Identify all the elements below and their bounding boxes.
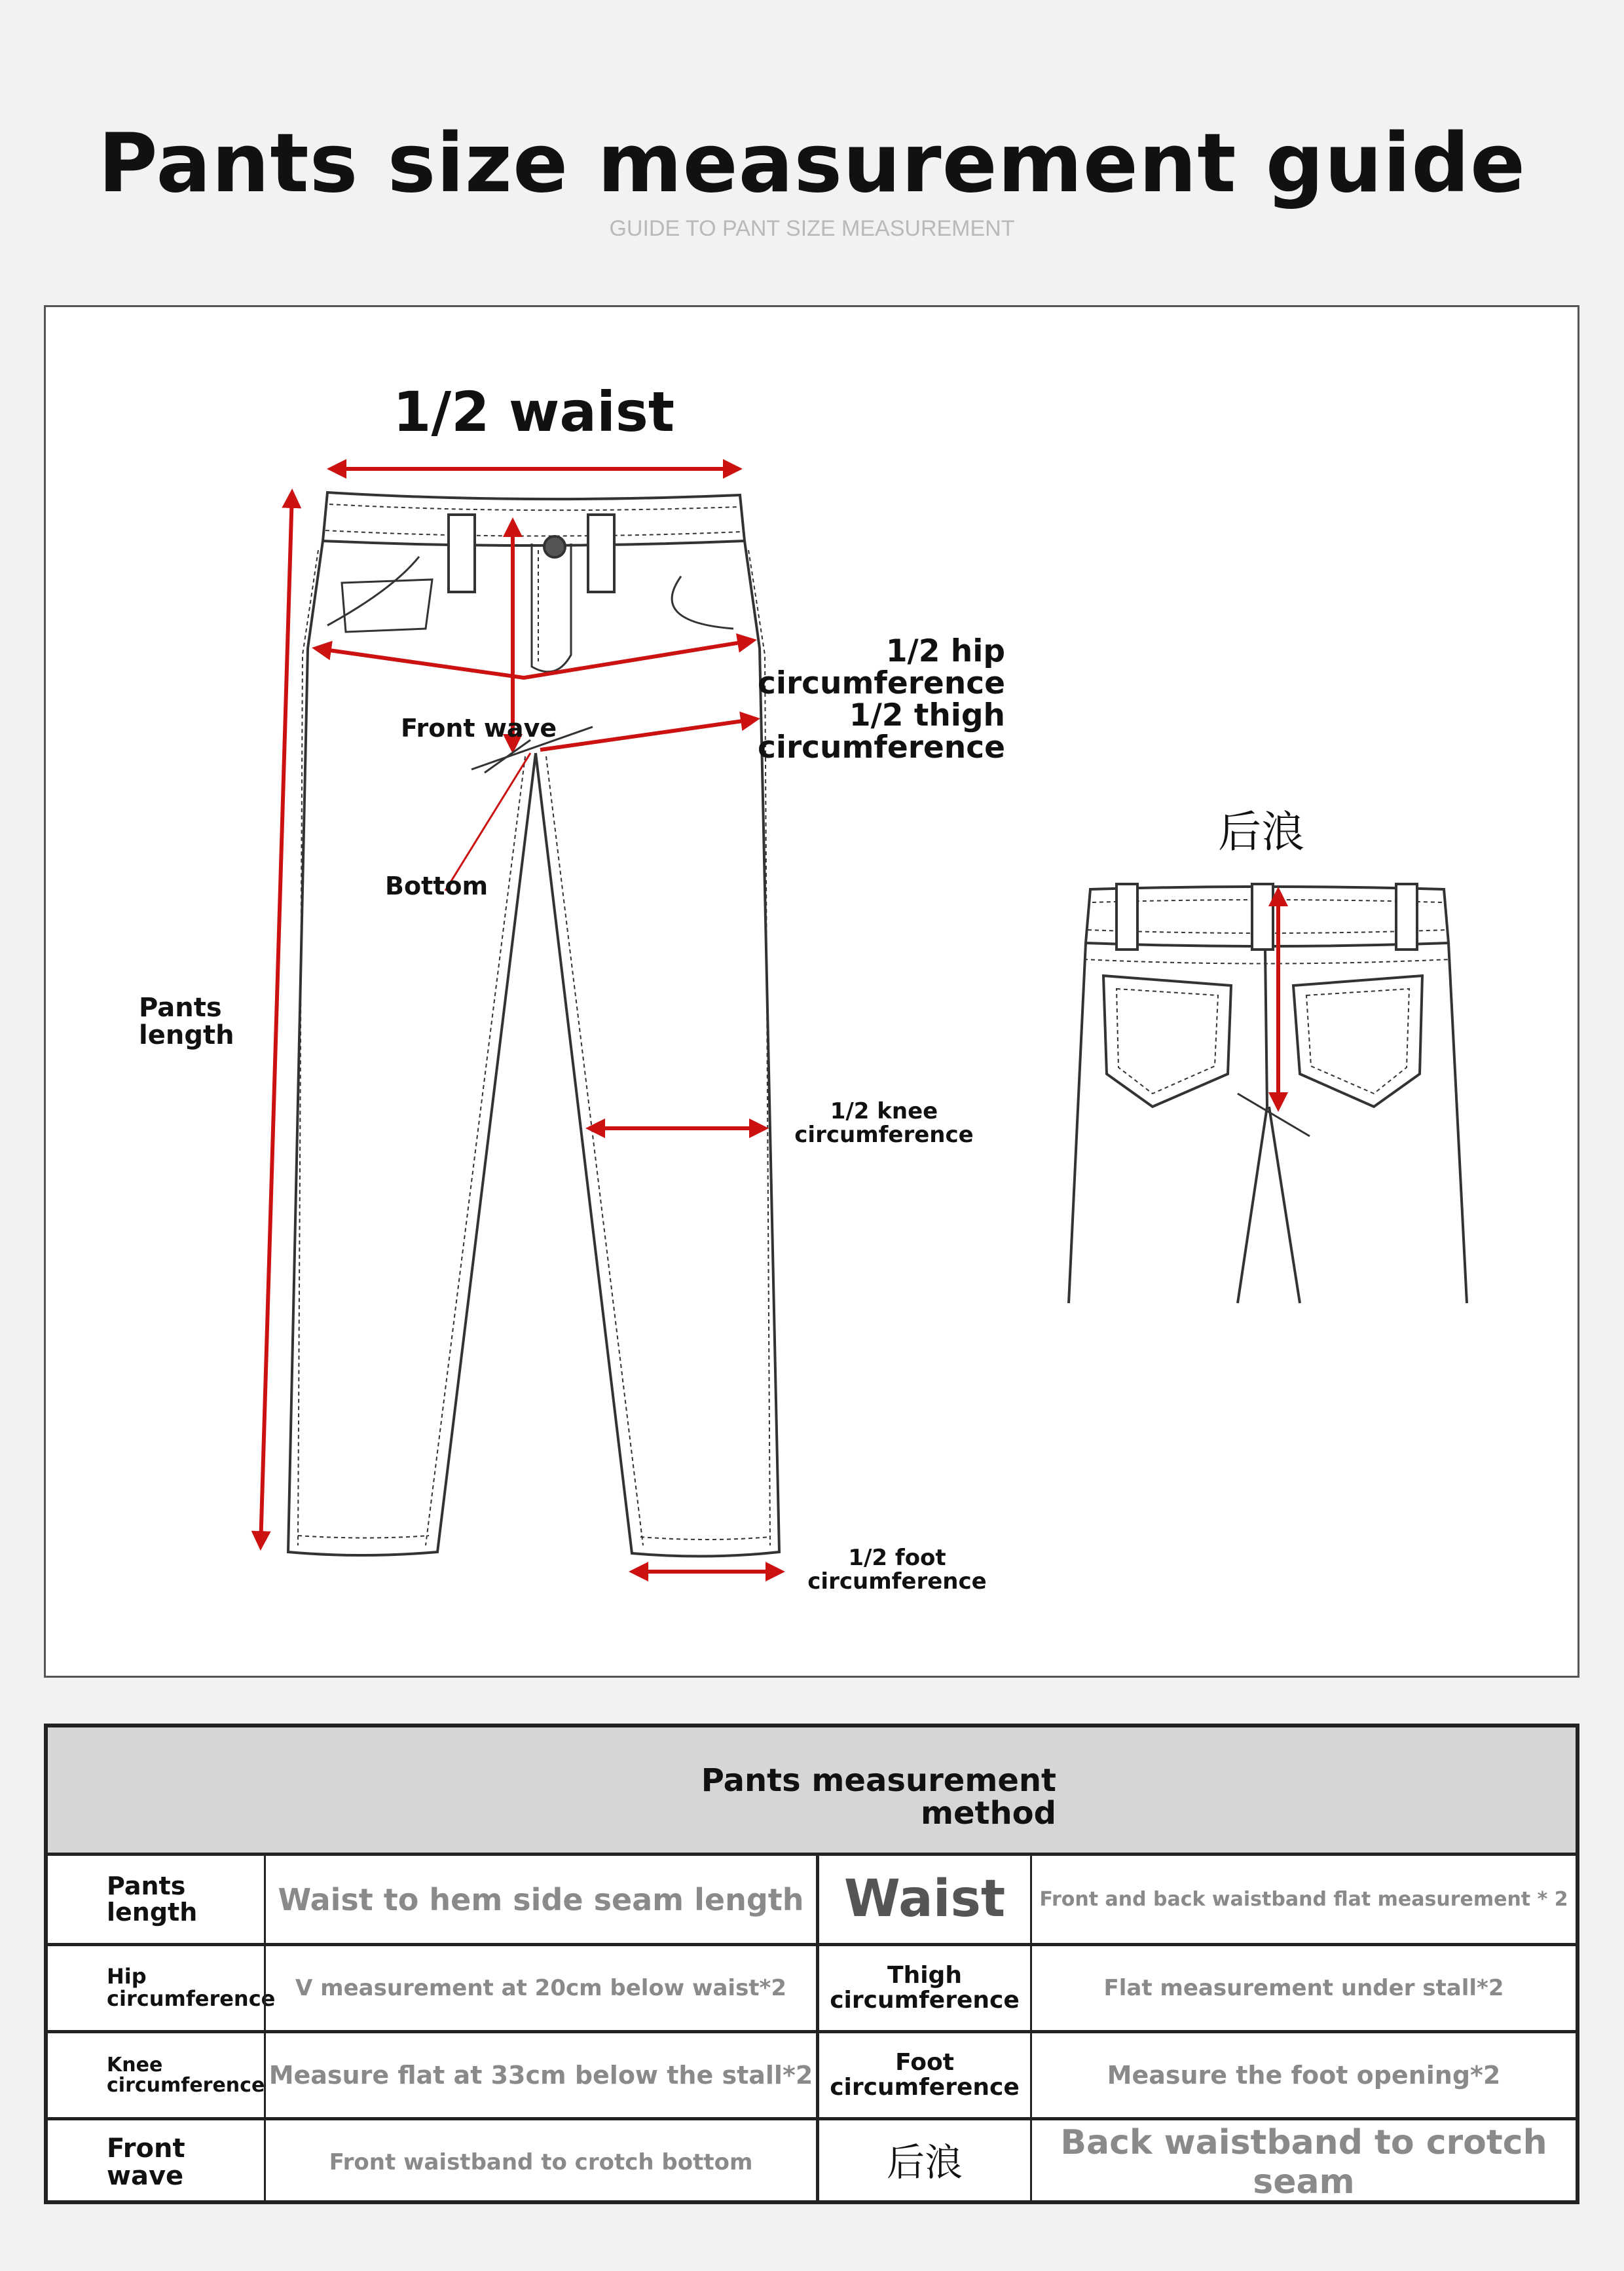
table-cell-text: Waist [843,1869,1006,1929]
table-cell-val1 [264,1943,816,2030]
pants-length-label: Pants length [139,993,234,1050]
thigh-label: 1/2 thigh circumference [757,697,1005,766]
hip-label: 1/2 hip circumference [757,633,1005,702]
knee-label: 1/2 knee circumference [794,1098,974,1148]
table-cell-text: Front waistband to crotch bottom [329,2149,753,2175]
table-cell-key2 [816,2030,1030,2117]
page-title: Pants size measurement guide [98,117,1526,211]
measurement-table [44,1724,1579,2204]
front-wave-label: Front wave [401,714,557,743]
table-cell-val2 [1030,2030,1576,2117]
table-cell-text: V measurement at 20cm below waist*2 [295,1975,786,2001]
table-cell-text: Thigh circumference [830,1962,1020,2014]
bottom-pointer [445,753,530,891]
table-header [48,1727,1576,1856]
table-cell-text: 后浪 [886,2139,963,2185]
table-cell-key2 [816,2117,1030,2204]
table-cell-text: Front wave [107,2133,185,2191]
table-cell-text: Measure the foot opening*2 [1107,2061,1501,2090]
waist-label: 1/2 waist [393,380,675,444]
front-pants-drawing [288,492,779,1557]
pants-length-arrow [261,492,292,1547]
table-cell-text: Foot circumference [830,2049,1020,2101]
page-subtitle: GUIDE TO PANT SIZE MEASUREMENT [609,216,1015,241]
table-cell-text: Back waistband to crotch seam [1060,2123,1547,2202]
table-cell-text: Flat measurement under stall*2 [1103,1975,1504,2001]
table-cell-key1 [48,2117,264,2204]
hip-arrow [316,640,753,678]
table-cell-val1 [264,2030,816,2117]
table-cell-val1 [264,2117,816,2204]
table-cell-text: Pants length [107,1871,198,1927]
table-cell-key1 [48,1856,264,1943]
table-cell-key2 [816,1856,1030,1943]
table-cell-val2 [1030,1943,1576,2030]
foot-label: 1/2 foot circumference [807,1545,987,1595]
table-cell-text: Hip circumference [107,1964,276,2011]
back-pants-drawing [1069,884,1467,1303]
table-cell-text: Front and back waistband flat measurement * 2 [1039,1888,1568,1911]
table-title: Pants measurement method [701,1762,1056,1832]
table-cell-val2 [1030,2117,1576,2204]
table-cell-val2 [1030,1856,1576,1943]
table-cell-key1 [48,2030,264,2117]
table-cell-text: Knee circumference [107,2053,265,2097]
table-cell-text: Measure flat at 33cm below the stall*2 [268,2061,813,2090]
table-cell-val1 [264,1856,816,1943]
table-cell-key2 [816,1943,1030,2030]
table-cell-text: Waist to hem side seam length [278,1881,804,1917]
back-wave-label: 后浪 [1218,807,1304,857]
bottom-label: Bottom [385,872,489,900]
table-cell-key1 [48,1943,276,2030]
